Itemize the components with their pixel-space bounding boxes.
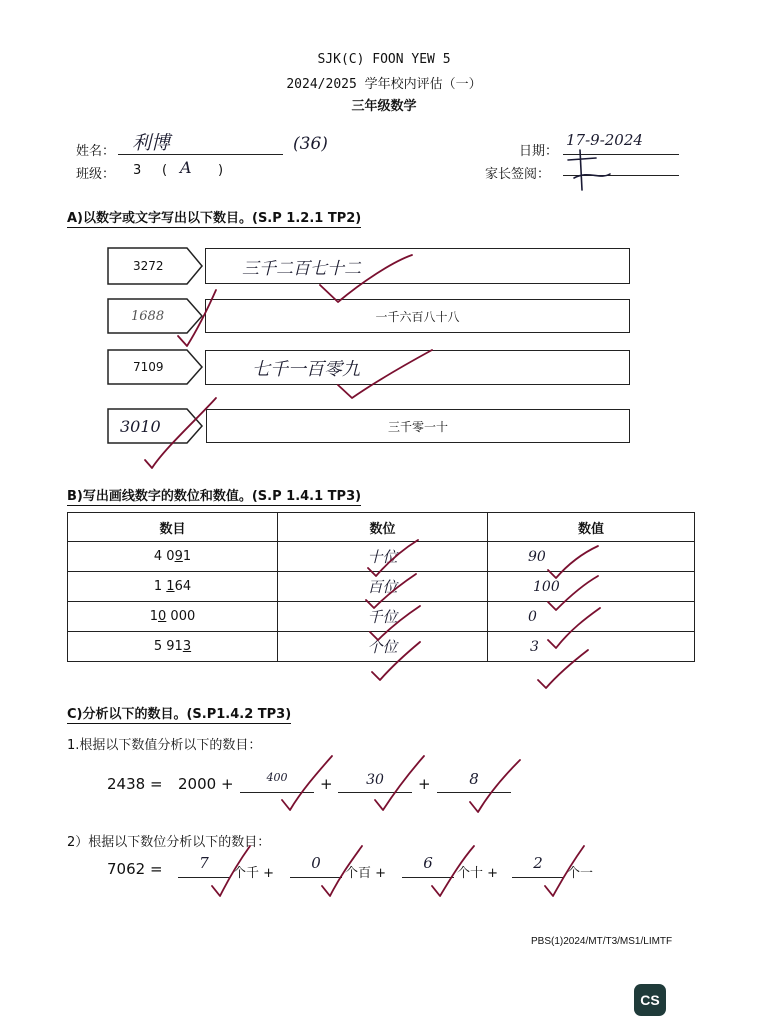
footer-code: PBS(1)2024/MT/T3/MS1/LIMTF bbox=[531, 936, 673, 947]
q2-text: 2）根据以下数位分析以下的数目： bbox=[67, 835, 271, 850]
header-value: 数值 bbox=[488, 513, 695, 542]
name-label: 姓名： bbox=[76, 144, 116, 159]
q1-blank-2: 30 bbox=[338, 772, 412, 793]
q2-lhs: 7062 = bbox=[107, 860, 163, 878]
place-cell: 十位 bbox=[278, 542, 488, 572]
q2-unit-2: 个百 + bbox=[345, 866, 387, 881]
value-cell: 90 bbox=[488, 542, 695, 572]
class-close: ) bbox=[218, 163, 224, 178]
header-place: 数位 bbox=[278, 513, 488, 542]
place-cell: 百位 bbox=[278, 572, 488, 602]
number-cell: 5 913 bbox=[68, 632, 278, 662]
parent-sign-label: 家长签阅： bbox=[485, 167, 551, 182]
name-value: 利博 bbox=[132, 132, 171, 154]
name-line bbox=[118, 134, 283, 155]
table-row bbox=[68, 602, 695, 632]
row-a2-text: 一千六百八十八 bbox=[375, 310, 460, 324]
q1-plus-1: + bbox=[320, 775, 333, 793]
section-a-title: A)以数字或文字写出以下数目。(S.P 1.2.1 TP2) bbox=[67, 207, 361, 228]
table-row bbox=[68, 572, 695, 602]
table-row bbox=[68, 542, 695, 572]
number-cell: 4 091 bbox=[68, 542, 278, 572]
class-value: A bbox=[180, 158, 192, 177]
date-label: 日期： bbox=[519, 144, 559, 159]
date-value: 17-9-2024 bbox=[566, 131, 643, 149]
q1-blank-1: 400 bbox=[240, 772, 314, 793]
class-grade: 3 bbox=[133, 163, 142, 178]
row-a4-text: 三千零一十 bbox=[387, 420, 448, 434]
date-line bbox=[563, 131, 679, 155]
camscanner-badge: CS bbox=[634, 984, 666, 1016]
parent-sign-line bbox=[563, 157, 679, 176]
q1-blank-3: 8 bbox=[437, 772, 511, 793]
row-a4-answer: 3010 bbox=[120, 417, 161, 436]
class-label: 班级： bbox=[76, 167, 116, 182]
section-c-title: C)分析以下的数目。(S.P1.4.2 TP3) bbox=[67, 703, 291, 724]
school-name: SJK(C) FOON YEW 5 bbox=[317, 52, 451, 67]
header-number: 数目 bbox=[68, 513, 278, 542]
number-cell: 10 000 bbox=[68, 602, 278, 632]
place-cell: 千位 bbox=[278, 602, 488, 632]
row-a1-answer-box bbox=[205, 248, 630, 284]
table-header-row bbox=[68, 513, 695, 542]
number-cell: 1 164 bbox=[68, 572, 278, 602]
q2-blank-3: 6 bbox=[402, 857, 454, 878]
value-cell: 100 bbox=[488, 572, 695, 602]
q2-unit-4: 个一 bbox=[567, 866, 594, 881]
place-value-table bbox=[67, 512, 695, 662]
class-open: ( bbox=[162, 163, 168, 178]
value-cell: 3 bbox=[488, 632, 695, 662]
q2-blank-2: 0 bbox=[290, 857, 342, 878]
exam-title: 2024/2025 学年校内评估（一） bbox=[286, 77, 482, 92]
section-b-title: B)写出画线数字的数位和数值。(S.P 1.4.1 TP3) bbox=[67, 485, 361, 506]
q1-plus-2: + bbox=[418, 775, 431, 793]
q1-text: 1.根据以下数值分析以下的数目： bbox=[67, 738, 262, 753]
q2-blank-1: 7 bbox=[178, 857, 230, 878]
row-a2-text-box bbox=[205, 299, 630, 333]
q2-unit-3: 个十 + bbox=[457, 866, 499, 881]
table-row bbox=[68, 632, 695, 662]
row-a3-answer-box bbox=[205, 350, 630, 385]
q1-term1: 2000 + bbox=[178, 775, 234, 793]
row-a3-answer: 七千一百零九 bbox=[252, 359, 360, 380]
row-a2-answer: 1688 bbox=[131, 309, 165, 324]
q2-blank-4: 2 bbox=[512, 857, 564, 878]
q2-unit-1: 个千 + bbox=[233, 866, 275, 881]
q1-lhs: 2438 = bbox=[107, 775, 163, 793]
student-number: (36) bbox=[293, 134, 328, 154]
row-a1-answer: 三千二百七十二 bbox=[242, 259, 361, 279]
row-a3-number: 7109 bbox=[133, 360, 164, 374]
row-a1-number: 3272 bbox=[133, 259, 164, 273]
row-a4-text-box bbox=[206, 409, 630, 443]
place-cell: 个位 bbox=[278, 632, 488, 662]
value-cell: 0 bbox=[488, 602, 695, 632]
subject-title: 三年级数学 bbox=[351, 99, 417, 114]
